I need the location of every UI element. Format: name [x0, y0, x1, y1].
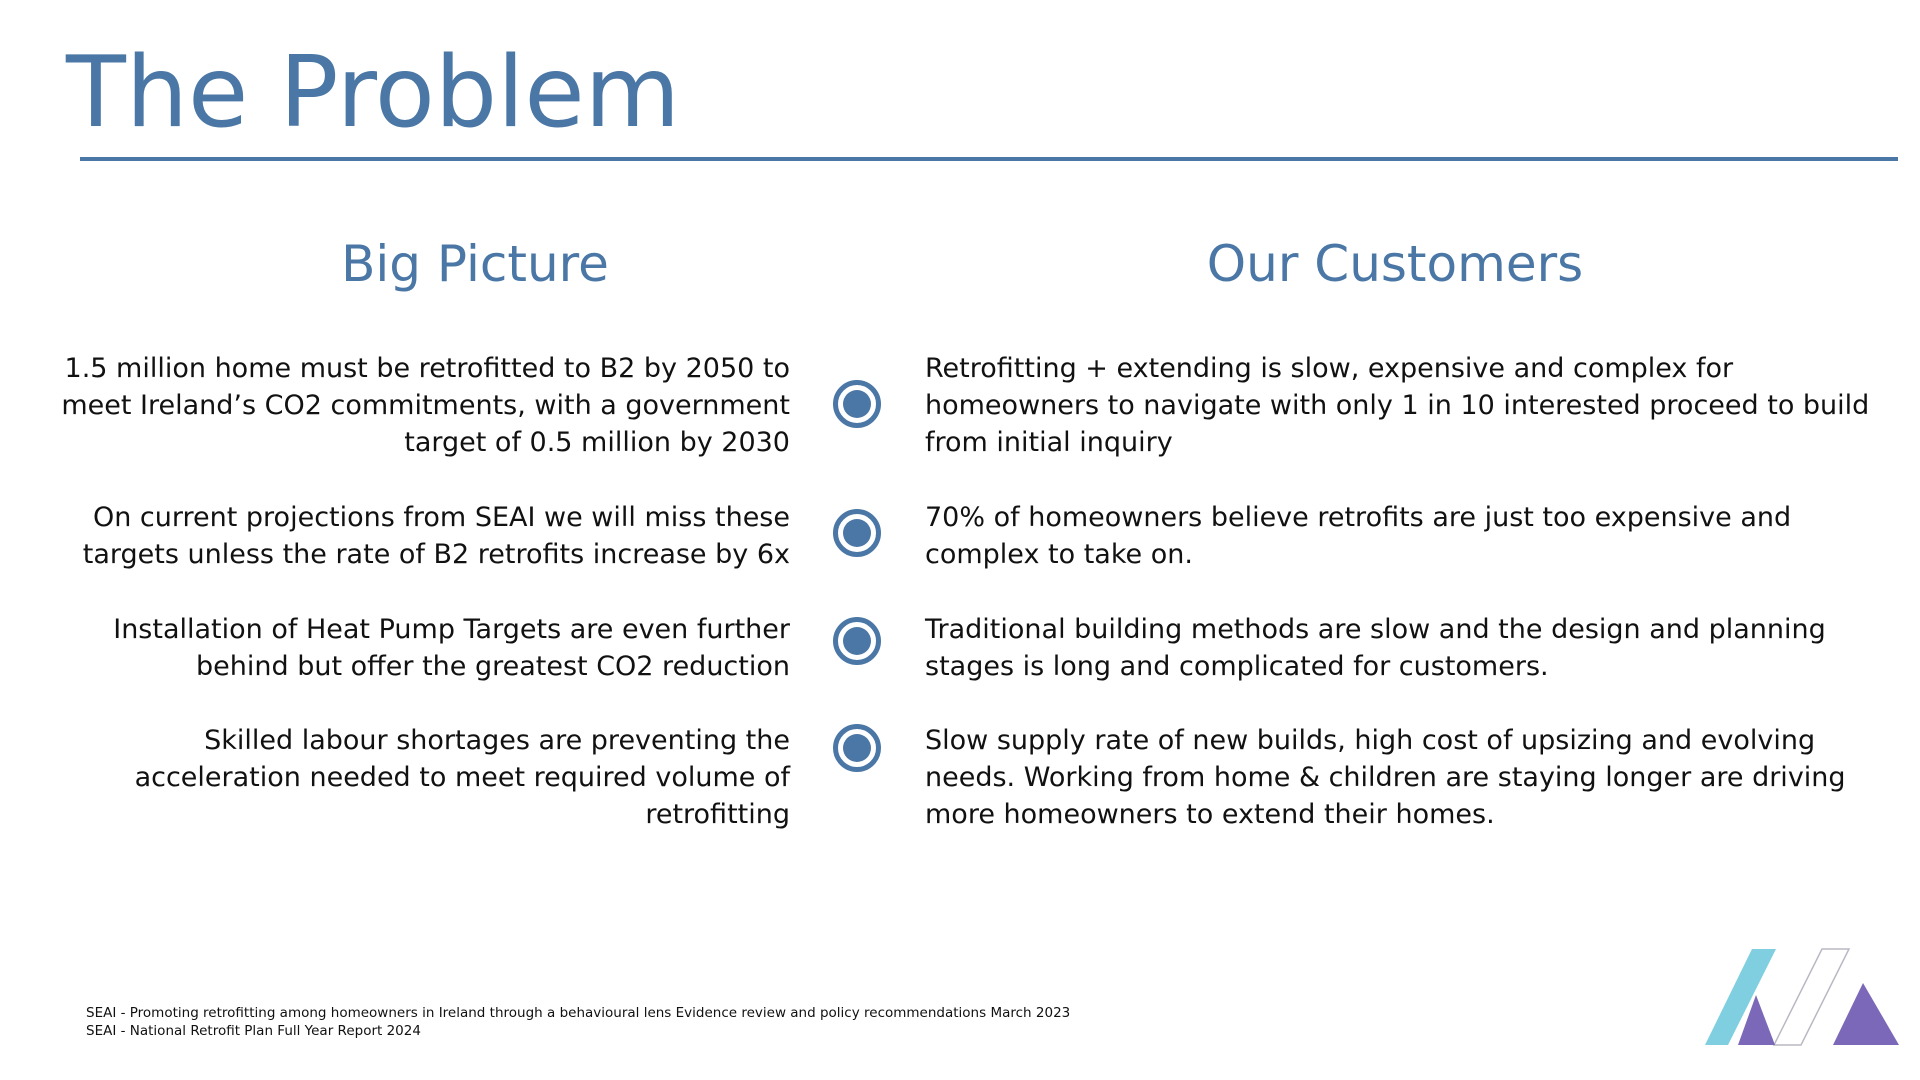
target-bullet-icon — [833, 509, 881, 557]
big-picture-heading: Big Picture — [341, 235, 609, 293]
our-customers-heading: Our Customers — [1206, 235, 1584, 293]
footnote: SEAI - National Retrofit Plan Full Year Report 2024 — [86, 1023, 421, 1039]
target-bullet-icon — [833, 724, 881, 772]
big-picture-item: 1.5 million home must be retrofitted to B2 by 2050 to meet Ireland’s CO2 commitments, with a government target of 0.5 million by 2030 — [61, 353, 790, 458]
big-picture-item: Skilled labour shortages are preventing the acceleration needed to meet required volume of retrofitting — [134, 725, 790, 830]
big-picture-item: Installation of Heat Pump Targets are even further behind but offer the greatest CO2 reduction — [113, 614, 790, 682]
logo-white-stripe — [1774, 949, 1849, 1045]
title-divider — [80, 157, 1898, 161]
page-title: The Problem — [66, 36, 681, 150]
target-bullet-icon — [833, 617, 881, 665]
target-bullet-icon — [833, 380, 881, 428]
footnotes — [86, 1004, 1070, 1040]
customers-item: Traditional building methods are slow and the design and planning stages is long and complicated for customers. — [925, 614, 1826, 682]
big-picture-item: On current projections from SEAI we will miss these targets unless the rate of B2 retrofits increase by 6x — [82, 502, 790, 570]
customers-item: 70% of homeowners believe retrofits are just too expensive and complex to take on. — [925, 502, 1792, 570]
customers-item: Slow supply rate of new builds, high cost of upsizing and evolving needs. Working from home & children are staying longer are driving more homeowners to extend their homes. — [925, 725, 1846, 830]
company-logo — [1705, 948, 1900, 1048]
customers-item: Retrofitting + extending is slow, expensive and complex for homeowners to navigate with only 1 in 10 interested proceed to build from initial inquiry — [925, 353, 1870, 458]
logo-large-triangle — [1833, 983, 1899, 1045]
footnote: SEAI - Promoting retrofitting among homeowners in Ireland through a behavioural lens Evidence review and policy recommendations March 2023 — [86, 1005, 1071, 1021]
